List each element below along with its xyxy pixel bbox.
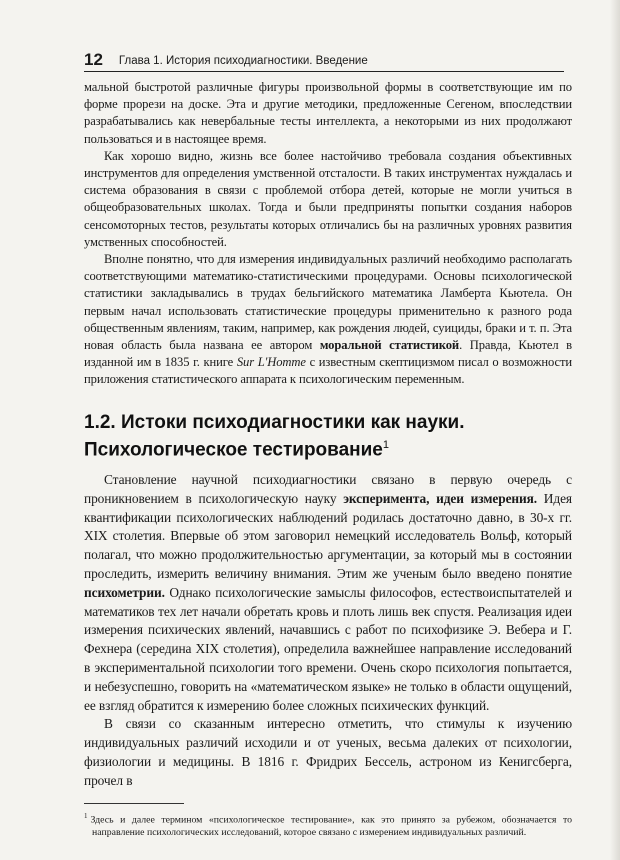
footnote (84, 810, 572, 840)
running-header (84, 47, 564, 72)
book-title-italic: Sur L'Homme (236, 355, 306, 370)
body-text (84, 79, 572, 840)
footnote-text: Здесь и далее термином «психологическое тестирование», как это принято за рубежом, обозначается то направление психологических исследований, которое связано с измерением индивидуальных различий. (90, 813, 572, 839)
paragraph: Как хорошо видно, жизнь все более настойчиво требовала создания объективных инструментов для определения умственной отсталости. В таких инструментах нуждалась и система образования в связи с проблемой отбора детей, которые не могли учиться в общеобразовательных школах. Тогда и были предприняты попытки создания наборов сенсомоторных тестов, результаты которых отличались бы на различных уровнях развития умственных способностей. (84, 148, 572, 249)
paragraph-origins (84, 471, 572, 715)
bold-term-moral-statistics: моральной статистикой (319, 338, 460, 353)
footnote-divider (84, 803, 184, 804)
paragraph: мальной быстротой различные фигуры произвольной формы в соответствующие им по форме прорези на доске. Эта и другие методики, предложенные Сегеном, впоследствии разрабатывались как невербальные тесты интеллекта, а некоторыми из них продолжают пользоваться и в настоящее время. (84, 80, 572, 146)
footnote-reference: 1 (382, 438, 390, 451)
paragraph: В связи со сказанным интересно отметить, что стимулы к изучению индивидуальных различий исходили и от ученых, весьма далеких от психологии, физиологии и медицины. В 1816 г. Фридрих Бессель, астроном из Кенигсберга, прочел в (84, 716, 572, 788)
text-run: Становление научной психодиагностики связано в первую очередь с проникновением в психологическую науку (84, 471, 572, 506)
section-2-text (84, 471, 572, 791)
footnote-mark: 1 (84, 811, 88, 820)
text-run: . Правда, Кьютел в изданной им в 1835 г. книге (84, 338, 573, 370)
paragraph-statistics (84, 251, 572, 389)
bold-term-experiment: эксперимента, идеи измерения. (343, 490, 538, 506)
page-number: 12 (84, 50, 103, 69)
heading-line-2: Психологическое тестирование (84, 438, 383, 460)
text-run: Однако психологические замыслы философов, естествоиспытателей и математиков тех лет начали обретать кровь и плоть лишь век спустя. Реализация идеи измерения психических явлений, начавшись с работ по психофизике Э. Вебера и Г. Фехнера (середина XIX столетия), определила важнейшее направление исследований в экспериментальной психологии того времени. Очень скоро психология попытается, и небезуспешно, говорить на «математическом языке» не только в области ощущений, ее взгляд обратится к измерению более сложных психических функций. (84, 584, 572, 713)
running-title: Глава 1. История психодиагностики. Введение (118, 55, 368, 67)
text-run: Вполне понятно, что для измерения индивидуальных различий необходимо располагать соответствующими математико-статистическими процедурами. Основы психологической статистики закладывались в трудах бельгийского математика Ламберта Кьютела. Он первым начал использовать статистические процедуры применительно к разного рода общественным явлениям, таким, например, как рождения людей, суициды, браки и т. п. Эта новая область была названа ее автором (84, 252, 572, 353)
section-heading (84, 411, 572, 461)
text-run: Идея квантификации психологических наблюдений родилась достаточно давно, в 30-х гг. XIX столетия. Впервые об этом заговорил немецкий исследователь Вольф, который полагал, что можно продолжительностью аргументации, за который мы в состоянии проследить, измерить величину внимания. Этим же ученым было введено понятие (84, 490, 572, 581)
bold-term-psychometry: психометрии. (84, 584, 165, 600)
scan-shadow (610, 0, 620, 860)
heading-line-1: 1.2. Истоки психодиагностики как науки. (84, 411, 465, 433)
section-1-text (84, 79, 572, 389)
text-run: с известным скептицизмом писал о возможности приложения статистического аппарата к психологическим переменным. (84, 355, 572, 387)
